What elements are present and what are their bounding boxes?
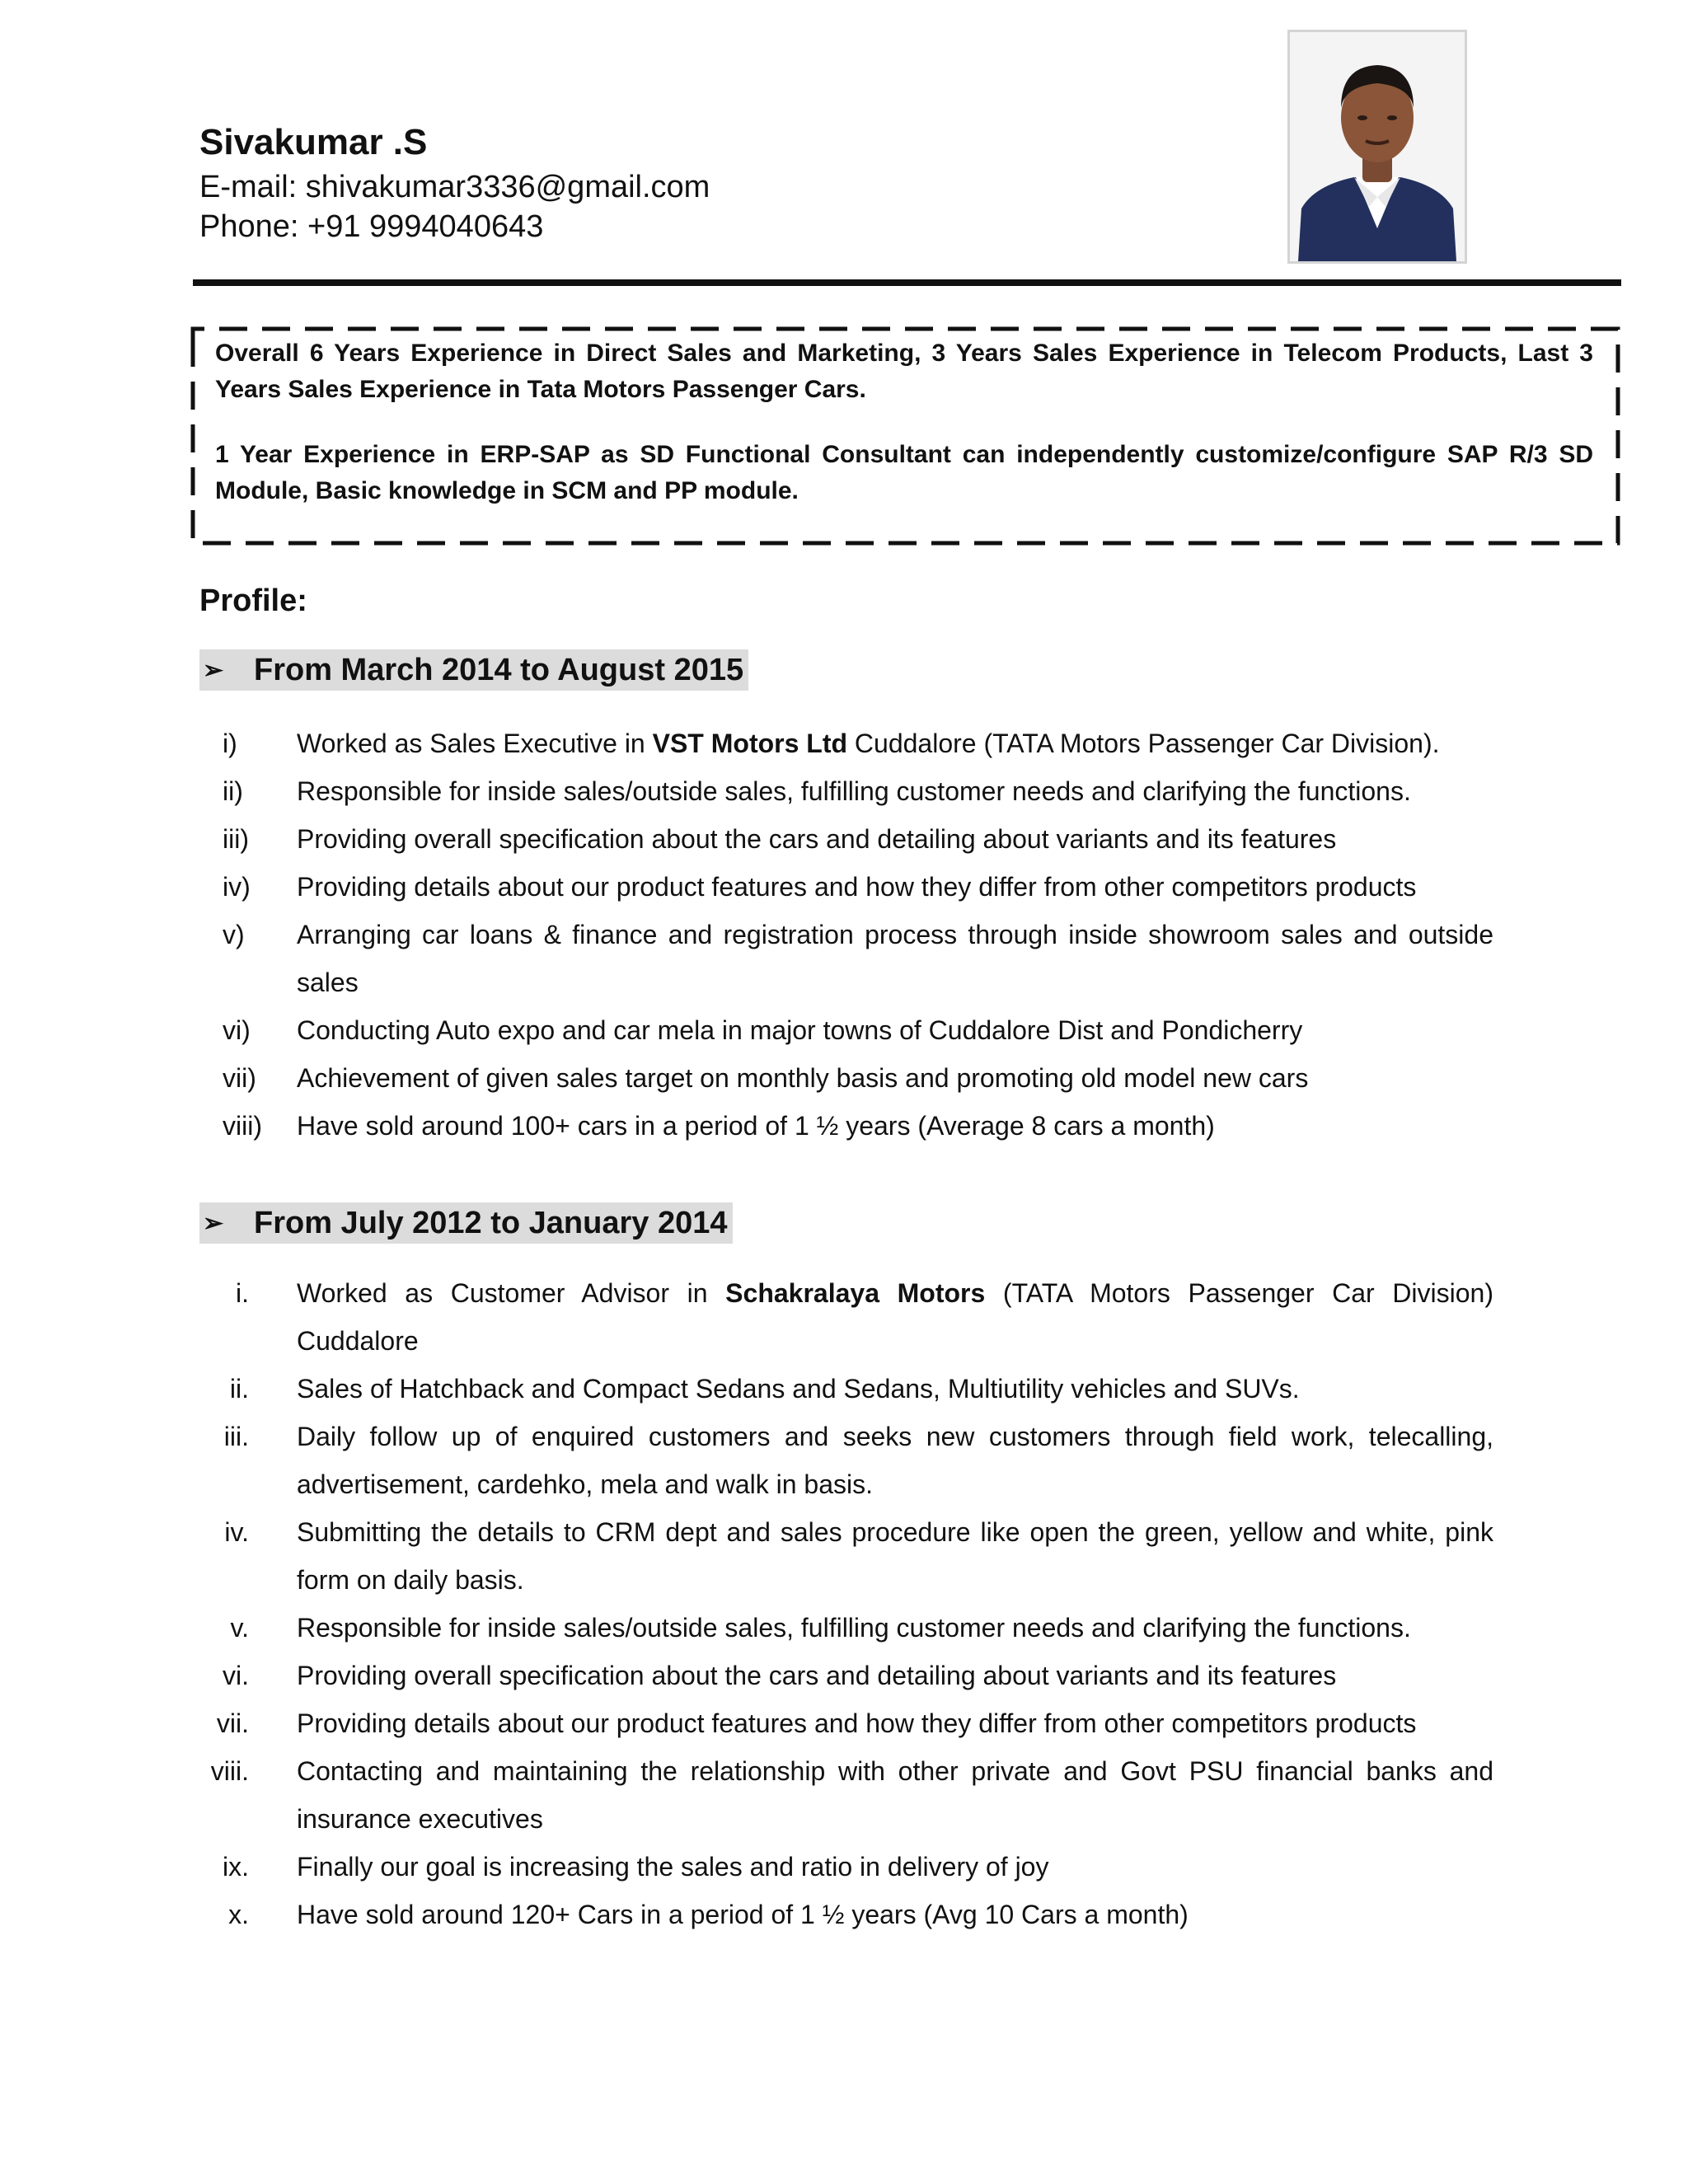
experience-list [199,1269,1493,1938]
list-item-text-pre: Conducting Auto expo and car mela in major towns of Cuddalore Dist and Pondicherry [297,1015,1303,1045]
profile-photo [1287,30,1467,264]
list-item [199,1269,1493,1365]
list-item-text-pre: Contacting and maintaining the relationship with other private and Govt PSU financial banks and insurance executives [297,1756,1493,1834]
list-item-text-pre: Providing details about our product features and how they differ from other competitors products [297,1708,1417,1738]
list-item-text [297,1747,1493,1843]
experience-list [199,719,1493,1150]
list-item-text-pre: Submitting the details to CRM dept and sales procedure like open the green, yellow and white, pink form on daily basis. [297,1517,1493,1595]
candidate-name: Sivakumar .S [199,122,428,162]
summary-experience: Overall 6 Years Experience in Direct Sales and Marketing, 3 Years Sales Experience in Telecom Products, Last 3 Years Sales Experience in Tata Motors Passenger Cars. [215,340,1593,403]
list-item [199,1413,1493,1508]
list-item [199,1747,1493,1843]
list-item [199,1652,1493,1699]
list-item-number: v. [230,1613,249,1643]
list-item-number: vi. [223,1661,249,1690]
list-item-text [297,1699,1493,1747]
list-item [199,1699,1493,1747]
profile-heading: Profile: [199,583,307,618]
list-item-text-pre: Sales of Hatchback and Compact Sedans and Sedans, Multiutility vehicles and SUVs. [297,1374,1300,1404]
period-label: From July 2012 to January 2014 [254,1205,728,1240]
list-item-text [297,1102,1493,1150]
list-item-text-pre: Responsible for inside sales/outside sales, fulfilling customer needs and clarifying the functions. [297,776,1411,806]
list-item-text-pre: Daily follow up of enquired customers and seeks new customers through field work, telecalling, advertisement, cardehko, mela and walk in basis. [297,1422,1493,1499]
list-item-text [297,1604,1493,1652]
list-item [199,1604,1493,1652]
company-name: VST Motors Ltd [652,729,848,758]
list-item-text [297,815,1493,863]
list-item-number: v) [223,920,245,949]
list-item-number: vii) [223,1063,256,1093]
list-item-number: x. [228,1900,249,1929]
company-name: Schakralaya Motors [725,1278,986,1308]
list-item-text [297,911,1493,1006]
list-item-text-pre: Worked as Sales Executive in [297,729,653,758]
list-item-text [297,1269,1493,1365]
list-item-text [297,1843,1493,1891]
list-item-number: iv. [224,1517,249,1547]
list-item [199,911,1493,1006]
list-item [199,719,1493,767]
list-item-number: viii) [223,1111,262,1141]
list-item-text [297,1652,1493,1699]
list-item [199,1508,1493,1604]
list-item-number: i. [236,1278,249,1308]
list-item [199,1843,1493,1891]
list-item-text-pre: Providing details about our product features and how they differ from other competitors products [297,872,1417,902]
list-item [199,1891,1493,1938]
list-item-text [297,719,1493,767]
list-item-number: i) [223,729,237,758]
list-item-text [297,767,1493,815]
list-item-number: iii) [223,824,249,854]
list-item-text-pre: Have sold around 100+ cars in a period of 1 ½ years (Average 8 cars a month) [297,1111,1215,1141]
list-item-number: ii) [223,776,243,806]
phone-line: Phone: +91 9994040643 [199,209,544,244]
list-item-text-pre: Arranging car loans & finance and registration process through inside showroom sales and outside sales [297,920,1493,997]
summary-sap: 1 Year Experience in ERP-SAP as SD Functional Consultant can independently customize/configure SAP R/3 SD Module, Basic knowledge in SCM and PP module. [215,441,1593,504]
list-item-number: viii. [210,1756,249,1786]
list-item [199,1365,1493,1413]
period-heading [199,649,748,691]
list-item-text [297,1054,1493,1102]
header-divider [193,279,1621,286]
list-item-number: iii. [223,1422,249,1451]
list-item-text-pre: Finally our goal is increasing the sales and ratio in delivery of joy [297,1852,1049,1882]
list-item-text-pre: Providing overall specification about the cars and detailing about variants and its features [297,824,1337,854]
list-item-text [297,863,1493,911]
list-item-number: ix. [223,1852,249,1882]
list-item-text-pre: Worked as Customer Advisor in [297,1278,726,1308]
email-line: E-mail: shivakumar3336@gmail.com [199,170,710,204]
list-item [199,767,1493,815]
list-item-text [297,1413,1493,1508]
list-item [199,863,1493,911]
list-item-number: iv) [223,872,251,902]
period-label: From March 2014 to August 2015 [254,652,744,687]
list-item-number: vi) [223,1015,251,1045]
list-item-text-pre: Achievement of given sales target on monthly basis and promoting old model new cars [297,1063,1309,1093]
list-item-text [297,1365,1493,1413]
list-item-text [297,1891,1493,1938]
list-item-text [297,1006,1493,1054]
list-item [199,1102,1493,1150]
arrow-bullet-icon: ➢ [203,656,224,684]
list-item-text-pre: Have sold around 120+ Cars in a period of 1 ½ years (Avg 10 Cars a month) [297,1900,1189,1929]
list-item-text-post: (TATA Motors Passenger Car Division) Cuddalore [297,1278,1494,1356]
list-item-text [297,1508,1493,1604]
list-item-text-pre: Providing overall specification about the cars and detailing about variants and its features [297,1661,1337,1690]
list-item-text-post: Cuddalore (TATA Motors Passenger Car Division). [847,729,1440,758]
list-item-number: ii. [229,1374,249,1404]
summary-box [190,326,1621,546]
list-item [199,1054,1493,1102]
list-item [199,1006,1493,1054]
list-item-text-pre: Responsible for inside sales/outside sales, fulfilling customer needs and clarifying the functions. [297,1613,1411,1643]
period-heading [199,1202,733,1244]
list-item [199,815,1493,863]
arrow-bullet-icon: ➢ [203,1209,224,1237]
list-item-number: vii. [216,1708,249,1738]
